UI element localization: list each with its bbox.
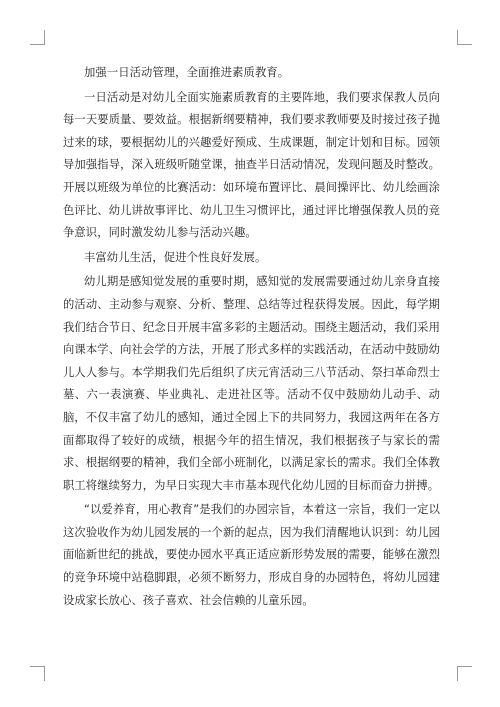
paragraph: 一日活动是对幼儿全面实施素质教育的主要阵地，我们要求保教人员向每一天要质量、要效益。根据新纲要精神，我们要求教师要及时接过孩子抛过来的球，要根据幼儿的兴趣爱好预成、生成课题，制定计划和目标。园领导加强指导，深入班级听随堂课，抽查半日活动情况，发现问题及时整改。开展以班级为单位的比赛活动：如环境布置评比、晨间操评比、幼儿绘画涂色评比、幼儿讲故事评比、幼儿卫生习惯评比，通过评比增强保教人员的竞争意识，同时激发幼儿参与活动兴趣。 <box>63 90 440 240</box>
crop-mark-bottom-right <box>457 666 472 681</box>
paragraph: “以爱养育，用心教育”是我们的办园宗旨，本着这一宗旨，我们一定以这次验收作为幼儿园发展的一个新的起点，因为我们清醒地认识到：幼儿园面临新世纪的挑战，要使办园水平真正适应新形势发展的需要，能够在激烈的竞争环境中站稳脚跟，必须不断努力，形成自身的办园特色，将幼儿园建设成家长放心、孩子喜欢、社会信赖的儿童乐园。 <box>63 503 440 607</box>
crop-mark-top-right <box>457 30 472 45</box>
section-heading: 丰富幼儿生活，促进个性良好发展。 <box>84 250 267 264</box>
section-heading: 加强一日活动管理，全面推进素质教育。 <box>84 66 290 79</box>
paragraph: 幼儿期是感知觉发展的重要时期，感知觉的发展需要通过幼儿亲身直接的活动、主动参与观察、分析、整理、总结等过程获得发展。因此，每学期我们结合节日、纪念日开展丰富多彩的主题活动。围绕主题活动，我们采用向课本学、向社会学的方法，开展了形式多样的实践活动，在活动中鼓励幼儿人人参与。本学期我们先后组织了庆元宵活动三八节活动、祭扫革命烈士墓、六一表演赛、毕业典礼、走进社区等。活动不仅中鼓励幼儿动手、动脑，不仅丰富了幼儿的感知，通过全园上下的共同努力，我园这两年在各方面都取得了较好的成绩，根据今年的招生情况，我们根据孩子与家长的需求、根据纲要的精神，我们全部小班制化，以满足家长的需求。我们全体教职工将继续努力，为早日实现大丰市基本现代化幼儿园的目标而奋力拼搏。 <box>63 275 440 492</box>
crop-mark-top-left <box>30 30 45 45</box>
document-body <box>63 62 440 614</box>
crop-mark-bottom-left <box>30 666 45 681</box>
